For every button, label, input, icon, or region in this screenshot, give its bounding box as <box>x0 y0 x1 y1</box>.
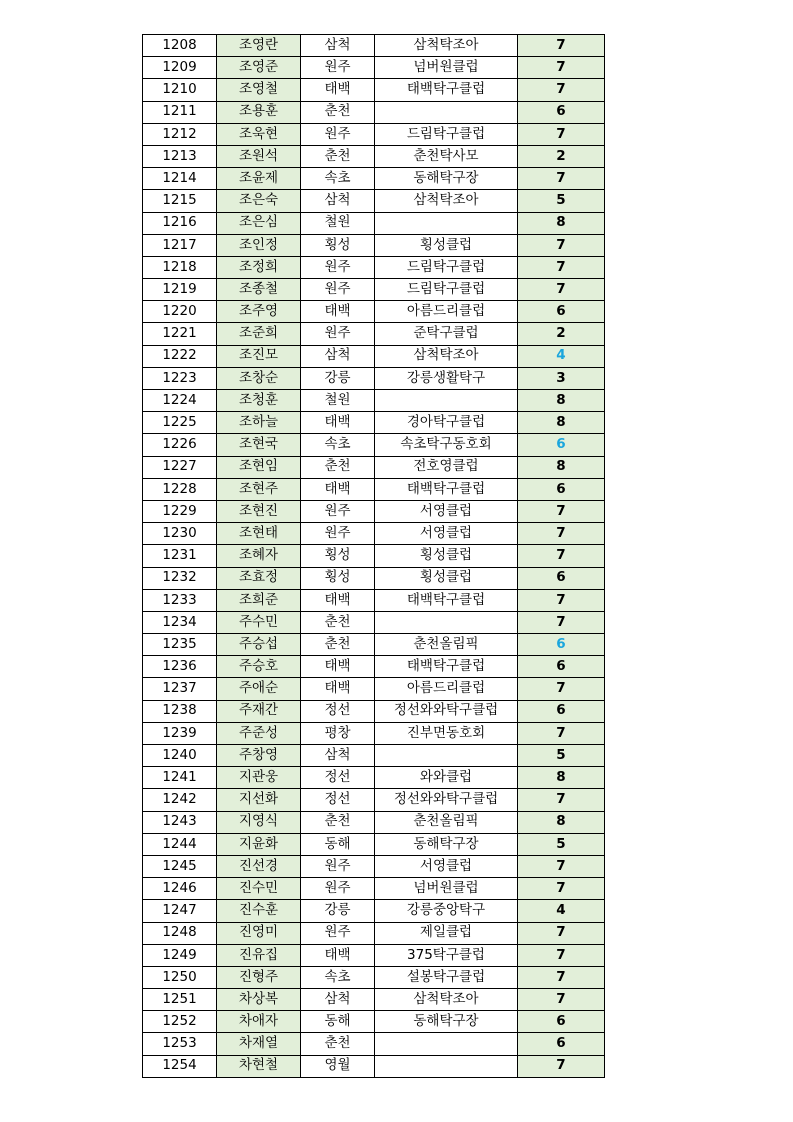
member-grade-cell: 7 <box>518 878 605 900</box>
table-row <box>143 634 605 656</box>
member-name-cell: 진수훈 <box>217 900 301 922</box>
member-region-cell: 강릉 <box>301 367 375 389</box>
table-row <box>143 412 605 434</box>
member-name-cell: 진유집 <box>217 944 301 966</box>
table-row <box>143 434 605 456</box>
member-name-cell: 주재간 <box>217 700 301 722</box>
member-id-cell: 1249 <box>143 944 217 966</box>
member-name-cell: 조욱현 <box>217 123 301 145</box>
member-id-cell: 1230 <box>143 523 217 545</box>
member-club-cell: 강릉생활탁구 <box>375 367 518 389</box>
member-name-cell: 주준성 <box>217 722 301 744</box>
member-id-cell: 1236 <box>143 656 217 678</box>
table-row <box>143 279 605 301</box>
member-name-cell: 조현태 <box>217 523 301 545</box>
table-row <box>143 589 605 611</box>
member-name-cell: 조원석 <box>217 145 301 167</box>
member-table-body <box>143 35 605 1078</box>
member-id-cell: 1233 <box>143 589 217 611</box>
member-region-cell: 삼척 <box>301 35 375 57</box>
table-row <box>143 811 605 833</box>
member-id-cell: 1240 <box>143 745 217 767</box>
member-name-cell: 조진모 <box>217 345 301 367</box>
table-row <box>143 944 605 966</box>
member-region-cell: 춘천 <box>301 101 375 123</box>
member-region-cell: 원주 <box>301 855 375 877</box>
member-name-cell: 조영준 <box>217 57 301 79</box>
member-name-cell: 조청훈 <box>217 390 301 412</box>
member-name-cell: 조인정 <box>217 234 301 256</box>
member-region-cell: 태백 <box>301 478 375 500</box>
member-club-cell: 드림탁구클럽 <box>375 256 518 278</box>
member-name-cell: 조종철 <box>217 279 301 301</box>
member-club-cell: 태백탁구클럽 <box>375 656 518 678</box>
member-club-cell: 태백탁구클럽 <box>375 589 518 611</box>
member-grade-cell: 7 <box>518 944 605 966</box>
member-grade-cell: 7 <box>518 523 605 545</box>
member-name-cell: 조주영 <box>217 301 301 323</box>
member-club-cell: 넘버원클럽 <box>375 878 518 900</box>
member-region-cell: 강릉 <box>301 900 375 922</box>
member-name-cell: 조희준 <box>217 589 301 611</box>
member-club-cell <box>375 390 518 412</box>
member-grade-cell: 7 <box>518 79 605 101</box>
member-club-cell: 삼척탁조아 <box>375 35 518 57</box>
member-id-cell: 1228 <box>143 478 217 500</box>
member-club-cell: 춘천탁사모 <box>375 145 518 167</box>
member-club-cell: 동해탁구장 <box>375 833 518 855</box>
member-name-cell: 조영란 <box>217 35 301 57</box>
member-grade-cell: 7 <box>518 168 605 190</box>
member-region-cell: 원주 <box>301 256 375 278</box>
member-region-cell: 원주 <box>301 523 375 545</box>
member-grade-cell: 7 <box>518 123 605 145</box>
member-club-cell: 횡성클럽 <box>375 545 518 567</box>
member-region-cell: 태백 <box>301 412 375 434</box>
member-id-cell: 1215 <box>143 190 217 212</box>
member-name-cell: 차재열 <box>217 1033 301 1055</box>
member-name-cell: 조혜자 <box>217 545 301 567</box>
table-row <box>143 900 605 922</box>
member-id-cell: 1212 <box>143 123 217 145</box>
member-id-cell: 1218 <box>143 256 217 278</box>
table-row <box>143 1033 605 1055</box>
member-region-cell: 동해 <box>301 1011 375 1033</box>
member-club-cell: 삼척탁조아 <box>375 989 518 1011</box>
member-region-cell: 춘천 <box>301 1033 375 1055</box>
member-club-cell <box>375 745 518 767</box>
member-id-cell: 1221 <box>143 323 217 345</box>
member-id-cell: 1211 <box>143 101 217 123</box>
member-id-cell: 1208 <box>143 35 217 57</box>
member-club-cell: 드림탁구클럽 <box>375 279 518 301</box>
member-region-cell: 속초 <box>301 966 375 988</box>
member-id-cell: 1242 <box>143 789 217 811</box>
table-row <box>143 390 605 412</box>
member-grade-cell: 6 <box>518 1011 605 1033</box>
table-row <box>143 101 605 123</box>
member-club-cell: 진부면동호회 <box>375 722 518 744</box>
member-grade-cell: 7 <box>518 722 605 744</box>
member-grade-cell: 5 <box>518 745 605 767</box>
table-row <box>143 523 605 545</box>
member-grade-cell: 7 <box>518 855 605 877</box>
table-row <box>143 123 605 145</box>
member-grade-cell: 5 <box>518 190 605 212</box>
member-id-cell: 1223 <box>143 367 217 389</box>
member-region-cell: 삼척 <box>301 745 375 767</box>
member-region-cell: 원주 <box>301 57 375 79</box>
member-grade-cell: 8 <box>518 412 605 434</box>
member-id-cell: 1224 <box>143 390 217 412</box>
member-id-cell: 1219 <box>143 279 217 301</box>
table-row <box>143 1011 605 1033</box>
member-region-cell: 원주 <box>301 279 375 301</box>
member-region-cell: 영월 <box>301 1055 375 1077</box>
member-club-cell: 서영클럽 <box>375 500 518 522</box>
member-region-cell: 정선 <box>301 789 375 811</box>
member-grade-cell: 4 <box>518 345 605 367</box>
member-region-cell: 정선 <box>301 767 375 789</box>
table-row <box>143 989 605 1011</box>
member-name-cell: 조영철 <box>217 79 301 101</box>
member-grade-cell: 7 <box>518 966 605 988</box>
table-row <box>143 1055 605 1077</box>
table-row <box>143 35 605 57</box>
member-grade-cell: 6 <box>518 434 605 456</box>
table-row <box>143 767 605 789</box>
table-row <box>143 922 605 944</box>
table-row <box>143 301 605 323</box>
member-club-cell: 횡성클럽 <box>375 234 518 256</box>
member-club-cell: 횡성클럽 <box>375 567 518 589</box>
member-name-cell: 주창영 <box>217 745 301 767</box>
member-name-cell: 조준희 <box>217 323 301 345</box>
member-grade-cell: 7 <box>518 500 605 522</box>
table-row <box>143 256 605 278</box>
member-id-cell: 1245 <box>143 855 217 877</box>
member-club-cell: 아름드리클럽 <box>375 678 518 700</box>
table-row <box>143 212 605 234</box>
member-region-cell: 춘천 <box>301 145 375 167</box>
member-name-cell: 지관웅 <box>217 767 301 789</box>
member-club-cell: 강릉중앙탁구 <box>375 900 518 922</box>
member-grade-cell: 6 <box>518 101 605 123</box>
member-grade-cell: 7 <box>518 279 605 301</box>
member-region-cell: 횡성 <box>301 545 375 567</box>
member-club-cell <box>375 1033 518 1055</box>
member-name-cell: 지영식 <box>217 811 301 833</box>
member-grade-cell: 7 <box>518 256 605 278</box>
table-row <box>143 789 605 811</box>
member-id-cell: 1235 <box>143 634 217 656</box>
member-grade-cell: 2 <box>518 145 605 167</box>
member-grade-cell: 6 <box>518 301 605 323</box>
member-id-cell: 1243 <box>143 811 217 833</box>
table-row <box>143 190 605 212</box>
member-grade-cell: 6 <box>518 634 605 656</box>
table-row <box>143 234 605 256</box>
member-grade-cell: 8 <box>518 212 605 234</box>
table-row <box>143 722 605 744</box>
member-region-cell: 태백 <box>301 678 375 700</box>
member-id-cell: 1231 <box>143 545 217 567</box>
member-region-cell: 정선 <box>301 700 375 722</box>
member-club-cell: 춘천올림픽 <box>375 811 518 833</box>
member-name-cell: 지선화 <box>217 789 301 811</box>
member-grade-cell: 8 <box>518 456 605 478</box>
member-grade-cell: 7 <box>518 789 605 811</box>
member-name-cell: 차상복 <box>217 989 301 1011</box>
member-grade-cell: 7 <box>518 545 605 567</box>
member-id-cell: 1244 <box>143 833 217 855</box>
member-club-cell: 와와클럽 <box>375 767 518 789</box>
member-club-cell: 설봉탁구클럽 <box>375 966 518 988</box>
member-grade-cell: 2 <box>518 323 605 345</box>
member-id-cell: 1217 <box>143 234 217 256</box>
member-region-cell: 속초 <box>301 168 375 190</box>
member-region-cell: 춘천 <box>301 811 375 833</box>
member-club-cell: 삼척탁조아 <box>375 345 518 367</box>
member-name-cell: 주애순 <box>217 678 301 700</box>
member-region-cell: 삼척 <box>301 989 375 1011</box>
member-region-cell: 횡성 <box>301 567 375 589</box>
member-id-cell: 1237 <box>143 678 217 700</box>
member-club-cell: 태백탁구클럽 <box>375 79 518 101</box>
member-id-cell: 1241 <box>143 767 217 789</box>
member-id-cell: 1250 <box>143 966 217 988</box>
member-name-cell: 차애자 <box>217 1011 301 1033</box>
member-region-cell: 속초 <box>301 434 375 456</box>
member-id-cell: 1209 <box>143 57 217 79</box>
member-region-cell: 동해 <box>301 833 375 855</box>
table-row <box>143 478 605 500</box>
table-row <box>143 168 605 190</box>
member-club-cell: 삼척탁조아 <box>375 190 518 212</box>
table-row <box>143 966 605 988</box>
member-name-cell: 조정희 <box>217 256 301 278</box>
member-region-cell: 춘천 <box>301 456 375 478</box>
member-region-cell: 삼척 <box>301 190 375 212</box>
member-id-cell: 1238 <box>143 700 217 722</box>
member-region-cell: 태백 <box>301 589 375 611</box>
member-grade-cell: 7 <box>518 57 605 79</box>
member-grade-cell: 7 <box>518 922 605 944</box>
member-club-cell <box>375 101 518 123</box>
member-club-cell: 속초탁구동호회 <box>375 434 518 456</box>
member-id-cell: 1247 <box>143 900 217 922</box>
member-club-cell <box>375 1055 518 1077</box>
member-grade-cell: 4 <box>518 900 605 922</box>
member-id-cell: 1214 <box>143 168 217 190</box>
member-club-cell: 전호영클럽 <box>375 456 518 478</box>
member-club-cell: 아름드리클럽 <box>375 301 518 323</box>
member-grade-cell: 6 <box>518 567 605 589</box>
member-grade-cell: 8 <box>518 767 605 789</box>
member-name-cell: 조하늘 <box>217 412 301 434</box>
table-row <box>143 567 605 589</box>
member-name-cell: 진형주 <box>217 966 301 988</box>
table-row <box>143 323 605 345</box>
table-row <box>143 367 605 389</box>
table-row <box>143 145 605 167</box>
member-region-cell: 철원 <box>301 212 375 234</box>
member-club-cell: 드림탁구클럽 <box>375 123 518 145</box>
member-name-cell: 조은숙 <box>217 190 301 212</box>
member-name-cell: 주수민 <box>217 611 301 633</box>
member-name-cell: 진수민 <box>217 878 301 900</box>
member-name-cell: 진선경 <box>217 855 301 877</box>
member-grade-cell: 7 <box>518 989 605 1011</box>
member-region-cell: 태백 <box>301 944 375 966</box>
member-id-cell: 1232 <box>143 567 217 589</box>
member-id-cell: 1246 <box>143 878 217 900</box>
member-club-cell: 태백탁구클럽 <box>375 478 518 500</box>
member-grade-cell: 6 <box>518 478 605 500</box>
member-name-cell: 차현철 <box>217 1055 301 1077</box>
member-club-cell: 제일클럽 <box>375 922 518 944</box>
member-name-cell: 지윤화 <box>217 833 301 855</box>
member-name-cell: 주승호 <box>217 656 301 678</box>
member-name-cell: 조효정 <box>217 567 301 589</box>
table-row <box>143 545 605 567</box>
member-table <box>142 34 605 1078</box>
member-region-cell: 태백 <box>301 79 375 101</box>
member-club-cell: 동해탁구장 <box>375 1011 518 1033</box>
member-id-cell: 1216 <box>143 212 217 234</box>
member-id-cell: 1210 <box>143 79 217 101</box>
table-row <box>143 57 605 79</box>
member-club-cell <box>375 212 518 234</box>
member-id-cell: 1234 <box>143 611 217 633</box>
member-grade-cell: 7 <box>518 234 605 256</box>
member-club-cell <box>375 611 518 633</box>
member-region-cell: 태백 <box>301 656 375 678</box>
member-region-cell: 평창 <box>301 722 375 744</box>
table-row <box>143 700 605 722</box>
member-id-cell: 1222 <box>143 345 217 367</box>
table-row <box>143 611 605 633</box>
member-id-cell: 1253 <box>143 1033 217 1055</box>
table-row <box>143 855 605 877</box>
member-region-cell: 철원 <box>301 390 375 412</box>
member-region-cell: 횡성 <box>301 234 375 256</box>
member-id-cell: 1227 <box>143 456 217 478</box>
member-id-cell: 1251 <box>143 989 217 1011</box>
member-grade-cell: 6 <box>518 700 605 722</box>
member-region-cell: 삼척 <box>301 345 375 367</box>
member-club-cell: 넘버원클럽 <box>375 57 518 79</box>
member-name-cell: 조은심 <box>217 212 301 234</box>
member-region-cell: 춘천 <box>301 634 375 656</box>
member-name-cell: 조현진 <box>217 500 301 522</box>
member-club-cell: 경아탁구클럽 <box>375 412 518 434</box>
member-club-cell: 준탁구클럽 <box>375 323 518 345</box>
table-row <box>143 878 605 900</box>
member-id-cell: 1229 <box>143 500 217 522</box>
member-id-cell: 1239 <box>143 722 217 744</box>
member-name-cell: 조용훈 <box>217 101 301 123</box>
member-name-cell: 조윤제 <box>217 168 301 190</box>
member-id-cell: 1213 <box>143 145 217 167</box>
member-club-cell: 서영클럽 <box>375 523 518 545</box>
member-grade-cell: 5 <box>518 833 605 855</box>
table-row <box>143 79 605 101</box>
member-club-cell: 375탁구클럽 <box>375 944 518 966</box>
member-grade-cell: 7 <box>518 35 605 57</box>
member-id-cell: 1254 <box>143 1055 217 1077</box>
table-row <box>143 678 605 700</box>
table-row <box>143 500 605 522</box>
member-grade-cell: 6 <box>518 1033 605 1055</box>
member-name-cell: 조창순 <box>217 367 301 389</box>
member-club-cell: 동해탁구장 <box>375 168 518 190</box>
member-club-cell: 서영클럽 <box>375 855 518 877</box>
member-id-cell: 1225 <box>143 412 217 434</box>
member-region-cell: 원주 <box>301 922 375 944</box>
member-id-cell: 1220 <box>143 301 217 323</box>
member-club-cell: 정선와와탁구클럽 <box>375 789 518 811</box>
table-row <box>143 833 605 855</box>
member-grade-cell: 6 <box>518 656 605 678</box>
member-grade-cell: 8 <box>518 811 605 833</box>
member-region-cell: 태백 <box>301 301 375 323</box>
member-club-cell: 춘천올림픽 <box>375 634 518 656</box>
member-id-cell: 1226 <box>143 434 217 456</box>
table-row <box>143 656 605 678</box>
member-grade-cell: 3 <box>518 367 605 389</box>
table-row <box>143 345 605 367</box>
member-region-cell: 원주 <box>301 500 375 522</box>
member-region-cell: 춘천 <box>301 611 375 633</box>
member-name-cell: 주승섭 <box>217 634 301 656</box>
member-id-cell: 1252 <box>143 1011 217 1033</box>
member-name-cell: 조현임 <box>217 456 301 478</box>
member-grade-cell: 7 <box>518 611 605 633</box>
table-row <box>143 456 605 478</box>
member-grade-cell: 7 <box>518 589 605 611</box>
member-grade-cell: 7 <box>518 1055 605 1077</box>
member-name-cell: 조현국 <box>217 434 301 456</box>
member-id-cell: 1248 <box>143 922 217 944</box>
member-grade-cell: 7 <box>518 678 605 700</box>
member-name-cell: 조현주 <box>217 478 301 500</box>
table-row <box>143 745 605 767</box>
member-club-cell: 정선와와탁구클럽 <box>375 700 518 722</box>
member-grade-cell: 8 <box>518 390 605 412</box>
member-region-cell: 원주 <box>301 878 375 900</box>
member-region-cell: 원주 <box>301 123 375 145</box>
member-name-cell: 진영미 <box>217 922 301 944</box>
member-region-cell: 원주 <box>301 323 375 345</box>
